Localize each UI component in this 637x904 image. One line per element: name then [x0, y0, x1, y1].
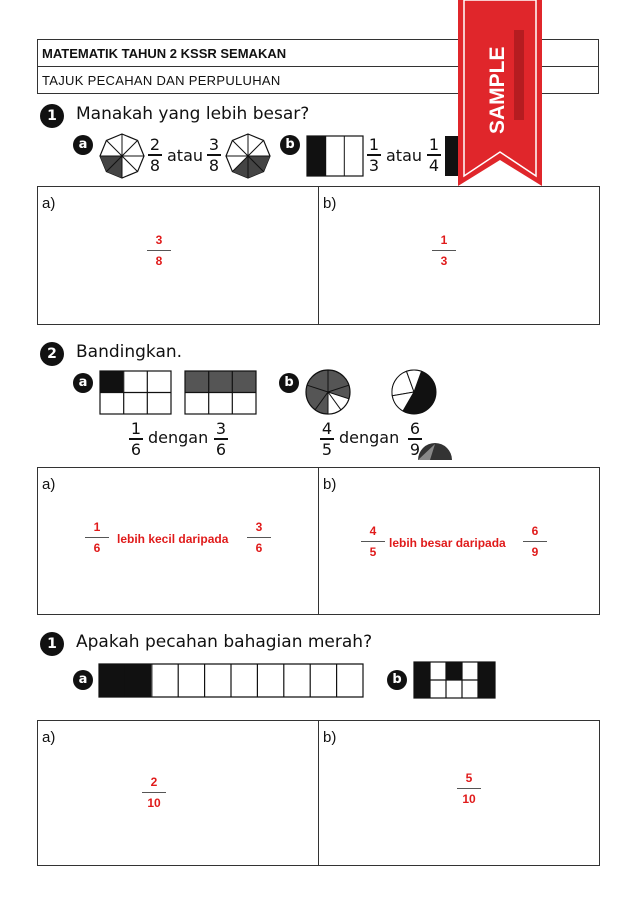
- question-1-number: 1: [40, 104, 64, 128]
- grid-3-sixths-figure: [184, 370, 257, 415]
- numerator: 1: [428, 135, 440, 154]
- q2-part-b-marker: b: [279, 373, 299, 393]
- strip-2-tenths-figure: [98, 661, 364, 699]
- numerator: 4: [321, 419, 333, 438]
- q1-part-a-marker: a: [73, 135, 93, 155]
- q1b-fraction-2: [427, 136, 441, 174]
- denominator: 8: [149, 155, 161, 175]
- numerator: 6: [531, 524, 539, 538]
- answer-label: b): [323, 729, 337, 746]
- q1b-answer-fraction: [432, 233, 456, 268]
- grid-1-sixth-figure: [99, 370, 172, 415]
- grid-5-tenths-figure: [413, 661, 497, 699]
- q2b-answer-fraction-1: [361, 524, 385, 559]
- q2a-answer-fraction-1: [85, 520, 109, 555]
- q3-answer-b-cell: [318, 721, 599, 865]
- question-3-text: Apakah pecahan bahagian merah?: [76, 632, 373, 652]
- denominator: 4: [428, 155, 440, 175]
- q1a-answer-fraction: [147, 233, 171, 268]
- q2a-fraction-1: [129, 420, 143, 458]
- q2a-answer-comparison: lebih kecil daripada: [117, 532, 229, 546]
- q2a-answer-fraction-2: [247, 520, 271, 555]
- denominator: 3: [440, 254, 448, 268]
- worksheet-title: MATEMATIK TAHUN 2 KSSR SEMAKAN: [37, 39, 599, 67]
- answer-label: a): [42, 195, 56, 212]
- numerator: 2: [149, 135, 161, 154]
- q2-answer-b-cell: [318, 468, 599, 614]
- q3a-answer-fraction: [142, 775, 166, 810]
- q2-answer-table: [37, 467, 600, 615]
- q1b-or-word: atau: [386, 146, 423, 165]
- octagon-3-eighths-figure: [224, 132, 272, 180]
- numerator: 1: [93, 520, 101, 534]
- numerator: 5: [465, 771, 473, 785]
- q1a-or-word: atau: [167, 146, 204, 165]
- denominator: 9: [531, 545, 539, 559]
- numerator: 4: [369, 524, 377, 538]
- denominator: 6: [215, 439, 227, 459]
- numerator: 1: [130, 419, 142, 438]
- numerator: 1: [368, 135, 380, 154]
- q1a-fraction-1: [148, 136, 162, 174]
- answer-label: b): [323, 195, 337, 212]
- q2b-with-word: dengan: [339, 428, 400, 447]
- circle-4-fifths-figure: [304, 368, 352, 416]
- numerator: 3: [215, 419, 227, 438]
- worksheet-topic: TAJUK PECAHAN DAN PERPULUHAN: [37, 66, 599, 94]
- q2b-answer-comparison: lebih besar daripada: [389, 536, 506, 550]
- q1-answer-a-cell: [38, 187, 318, 324]
- sample-watermark-text: SAMPLE: [486, 46, 509, 134]
- denominator: 5: [321, 439, 333, 459]
- answer-label: b): [323, 476, 337, 493]
- denominator: 6: [255, 541, 263, 555]
- octagon-2-eighths-figure: [98, 132, 146, 180]
- sample-watermark-ribbon: [458, 0, 542, 186]
- numerator: 1: [440, 233, 448, 247]
- q2-part-a-marker: a: [73, 373, 93, 393]
- q2b-answer-fraction-2: [523, 524, 547, 559]
- numerator: 3: [155, 233, 163, 247]
- q2a-with-word: dengan: [148, 428, 209, 447]
- question-2-text: Bandingkan.: [76, 342, 183, 362]
- denominator: 10: [462, 792, 476, 806]
- denominator: 8: [155, 254, 163, 268]
- denominator: 6: [130, 439, 142, 459]
- answer-label: a): [42, 476, 56, 493]
- q3b-answer-fraction: [457, 771, 481, 806]
- bar-1-third-figure: [306, 135, 364, 177]
- denominator: 5: [369, 545, 377, 559]
- q1-answer-b-cell: [318, 187, 599, 324]
- q1-answer-table: [37, 186, 600, 325]
- partial-circle-figure: [416, 442, 454, 460]
- numerator: 6: [409, 419, 421, 438]
- answer-label: a): [42, 729, 56, 746]
- numerator: 3: [208, 135, 220, 154]
- q1-part-b-marker: b: [280, 135, 300, 155]
- bar-1-quarter-figure: [444, 135, 458, 177]
- q3-answer-table: [37, 720, 600, 866]
- denominator: 6: [93, 541, 101, 555]
- numerator: 2: [150, 775, 158, 789]
- circle-6-ninths-figure: [390, 368, 438, 416]
- denominator: 9: [409, 439, 421, 459]
- q1a-fraction-2: [207, 136, 221, 174]
- q2-answer-a-cell: [38, 468, 318, 614]
- q2a-fraction-2: [214, 420, 228, 458]
- denominator: 8: [208, 155, 220, 175]
- question-1-text: Manakah yang lebih besar?: [76, 104, 310, 124]
- denominator: 10: [147, 796, 161, 810]
- question-2-number: 2: [40, 342, 64, 366]
- question-3-number: 1: [40, 632, 64, 656]
- numerator: 3: [255, 520, 263, 534]
- q1b-fraction-1: [367, 136, 381, 174]
- denominator: 3: [368, 155, 380, 175]
- q3-part-b-marker: b: [387, 670, 407, 690]
- q3-part-a-marker: a: [73, 670, 93, 690]
- q2b-fraction-1: [320, 420, 334, 458]
- q3-answer-a-cell: [38, 721, 318, 865]
